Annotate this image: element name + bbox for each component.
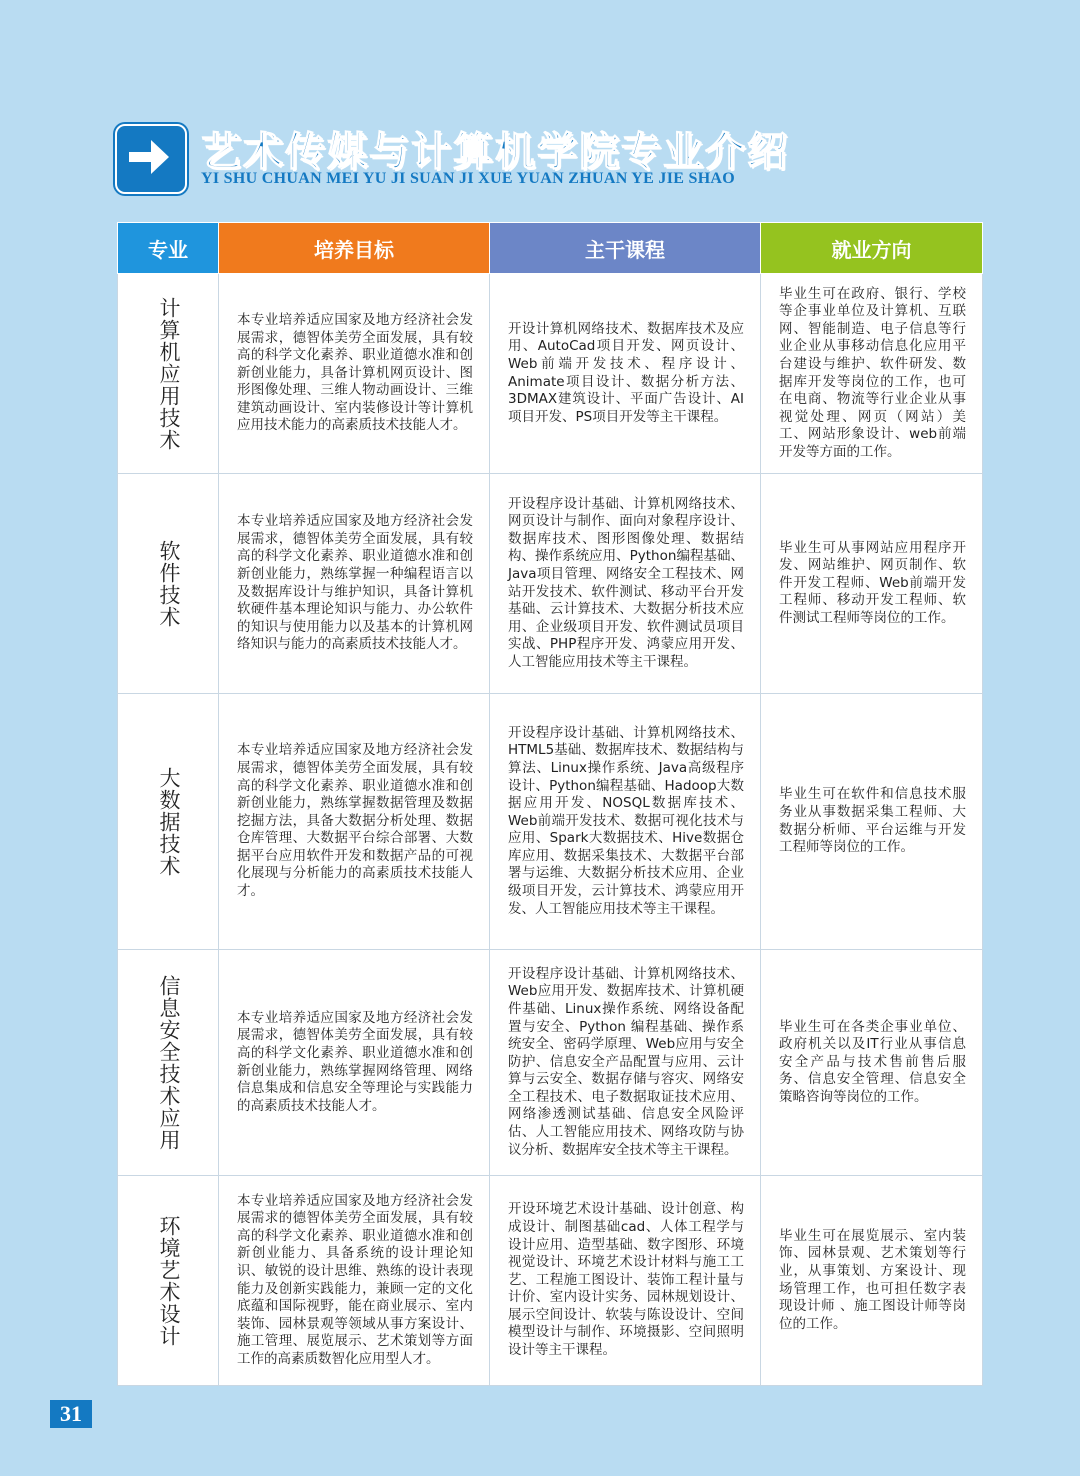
page-title: 艺术传媒与计算机学院专业介绍 <box>201 129 789 175</box>
arrow-right-icon <box>115 124 187 194</box>
goal-cell: 本专业培养适应国家及地方经济社会发展需求，德智体美劳全面发展，具有较高的科学文化素养、职业道德水准和创新创业能力，具备计算机网页设计、图形图像处理、三维人物动画设计、三维建筑动画设计、室内装修设计等计算机应用技术能力的高素质技术技能人才。 <box>219 274 490 474</box>
career-cell: 毕业生可在软件和信息技术服务业从事数据采集工程师、大数据分析师、平台运维与开发工程师等岗位的工作。 <box>761 694 983 950</box>
header-course: 主干课程 <box>490 223 761 274</box>
major-name-cell <box>118 694 219 950</box>
table-row <box>118 1176 983 1386</box>
table-row <box>118 950 983 1176</box>
page-number: 31 <box>50 1400 92 1428</box>
table-row <box>118 474 983 694</box>
course-cell: 开设程序设计基础、计算机网络技术、HTML5基础、数据库技术、数据结构与算法、Linux操作系统、Java高级程序设计、Python编程基础、Hadoop大数据应用开发、NOSQL数据库技术、Web前端开发技术、数据可视化技术与应用、Spark大数据技术、Hive数据仓库应用、数据采集技术、大数据平台部署与运维、大数据分析技术应用、企业级项目开发，云计算技术、鸿蒙应用开发、人工智能应用技术等主干课程。 <box>490 694 761 950</box>
career-cell: 毕业生可在政府、银行、学校等企事业单位及计算机、互联网、智能制造、电子信息等行业企业从事移动信息化应用平台建设与维护、软件研发、数据库开发等岗位的工作，也可在电商、物流等行业企业从事视觉处理、网页（网站）美工、网站形象设计、web前端开发等方面的工作。 <box>761 274 983 474</box>
course-cell: 开设程序设计基础、计算机网络技术、网页设计与制作、面向对象程序设计、数据库技术、图形图像处理、数据结构、操作系统应用、Python编程基础、Java项目管理、网络安全工程技术、网站开发技术、软件测试、移动平台开发基础、云计算技术、大数据分析技术应用、企业级项目开发、软件测试员项目实战、PHP程序开发、鸿蒙应用开发、人工智能应用技术等主干课程。 <box>490 474 761 694</box>
goal-cell: 本专业培养适应国家及地方经济社会发展需求的德智体美劳全面发展，具有较高的科学文化素养、职业道德水准和创新创业能力、具备系统的设计理论知识、敏锐的设计思维、熟练的设计表现能力及创新实践能力，兼顾一定的文化底蕴和国际视野，能在商业展示、室内装饰、园林景观等领域从事方案设计、施工管理、展览展示、艺术策划等方面工作的高素质数智化应用型人才。 <box>219 1176 490 1386</box>
table-row <box>118 274 983 474</box>
goal-cell: 本专业培养适应国家及地方经济社会发展需求，德智体美劳全面发展，具有较高的科学文化素养、职业道德水准和创新创业能力，熟练掌握网络管理、网络信息集成和信息安全等理论与实践能力的高素质技术技能人才。 <box>219 950 490 1176</box>
career-cell: 毕业生可在各类企事业单位、政府机关以及IT行业从事信息安全产品与技术售前售后服务、信息安全管理、信息安全策略咨询等岗位的工作。 <box>761 950 983 1176</box>
major-name: 计算机应用技术 <box>157 296 181 451</box>
page-header <box>115 120 1015 200</box>
major-name: 软件技术 <box>157 539 181 628</box>
header-goal: 培养目标 <box>219 223 490 274</box>
goal-cell: 本专业培养适应国家及地方经济社会发展需求，德智体美劳全面发展，具有较高的科学文化素养、职业道德水准和创新创业能力，熟练掌握一种编程语言以及数据库设计与维护知识，具备计算机软硬件基本理论知识与能力、办公软件的知识与使用能力以及基本的计算机网络知识与能力的高素质技术技能人才。 <box>219 474 490 694</box>
major-name-cell <box>118 1176 219 1386</box>
major-name: 环境艺术设计 <box>157 1214 181 1347</box>
major-name-cell <box>118 950 219 1176</box>
career-cell: 毕业生可从事网站应用程序开发、网站维护、网页制作、软件开发工程师、Web前端开发工程师、移动开发工程师、软件测试工程师等岗位的工作。 <box>761 474 983 694</box>
goal-cell: 本专业培养适应国家及地方经济社会发展需求，德智体美劳全面发展，具有较高的科学文化素养、职业道德水准和创新创业能力，熟练掌握数据管理及数据挖掘方法，具备大数据分析处理、数据仓库管理、大数据平台综合部署、大数据平台应用软件开发和数据产品的可视化展现与分析能力的高素质技术技能人才。 <box>219 694 490 950</box>
table-header-row <box>118 223 983 274</box>
major-name-cell <box>118 274 219 474</box>
career-cell: 毕业生可在展览展示、室内装饰、园林景观、艺术策划等行业，从事策划、方案设计、现场管理工作，也可担任数字表现设计师 、施工图设计师等岗位的工作。 <box>761 1176 983 1386</box>
header-career: 就业方向 <box>761 223 983 274</box>
major-name-cell <box>118 474 219 694</box>
course-cell: 开设程序设计基础、计算机网络技术、Web应用开发、数据库技术、计算机硬件基础、Linux操作系统、网络设备配置与安全、Python 编程基础、操作系统安全、密码学原理、Web应用与安全防护、信息安全产品配置与应用、云计算与云安全、数据存储与容灾、网络安全工程技术、电子数据取证技术应用、网络渗透测试基础、信息安全风险评估、人工智能应用技术、网络攻防与协议分析、数据库安全技术等主干课程。 <box>490 950 761 1176</box>
header-major: 专业 <box>118 223 219 274</box>
majors-table <box>117 222 983 1386</box>
table-row <box>118 694 983 950</box>
major-name: 大数据技术 <box>157 766 181 877</box>
page-subtitle: YI SHU CHUAN MEI YU JI SUAN JI XUE YUAN ZHUAN YE JIE SHAO <box>201 170 736 187</box>
course-cell: 开设环境艺术设计基础、设计创意、构成设计、制图基础cad、人体工程学与设计应用、造型基础、数字图形、环境视觉设计、环境艺术设计材料与施工工艺、工程施工图设计、装饰工程计量与计价、室内设计实务、园林规划设计、展示空间设计、软装与陈设设计、空间模型设计与制作、环境摄影、空间照明设计等主干课程。 <box>490 1176 761 1386</box>
major-name: 信息安全技术应用 <box>157 974 181 1151</box>
course-cell: 开设计算机网络技术、数据库技术及应用、AutoCad项目开发、网页设计、Web前端开发技术、程序设计、Animate项目设计、数据分析方法、3DMAX建筑设计、平面广告设计、AI项目开发、PS项目开发等主干课程。 <box>490 274 761 474</box>
